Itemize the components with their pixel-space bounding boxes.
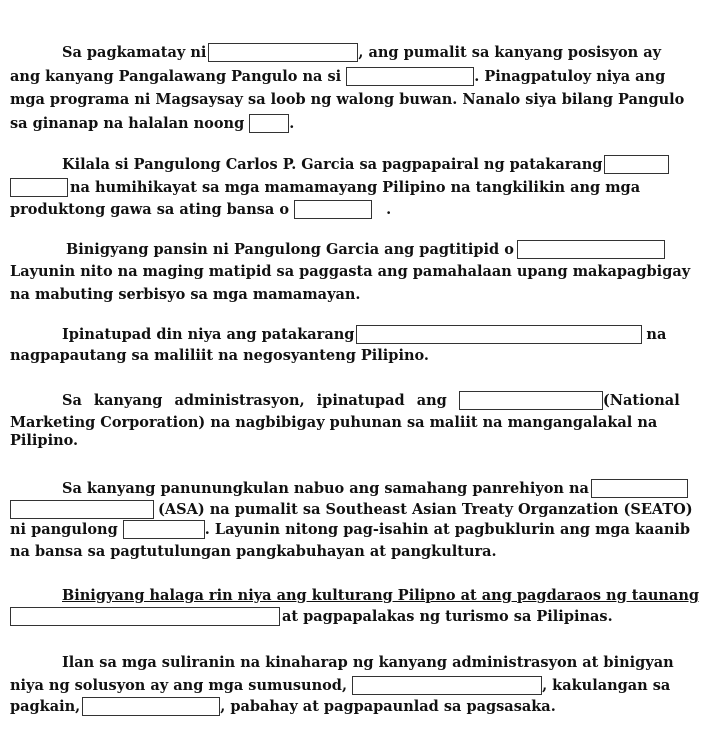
- blank-president-name[interactable]: [123, 520, 205, 539]
- p2-text: Kilala si Pangulong Carlos P. Garcia sa pagpapairal ng patakarang: [62, 156, 603, 173]
- p1-line4: [10, 114, 294, 132]
- p6-line3: [10, 520, 690, 538]
- p6-text: ni pangulong: [10, 521, 118, 538]
- blank-problem-two[interactable]: [82, 697, 220, 716]
- blank-regional-association-continued[interactable]: [10, 500, 154, 519]
- blank-problem-one[interactable]: [352, 676, 542, 695]
- p5-text: (National: [602, 392, 680, 409]
- p5-text: Pilipino.: [10, 432, 79, 449]
- p2-line3: [10, 200, 391, 218]
- p6-line2: [10, 500, 693, 518]
- p2-line1: [62, 155, 669, 173]
- p6-line4: [10, 543, 497, 561]
- p3-text: Layunin nito na maging matipid sa paggasta ang pamahalaan upang makapagbigay: [10, 263, 691, 280]
- p6-text: . Layunin nitong pag-isahin at pagbuklurin ang mga kaanib: [204, 521, 691, 538]
- p5-text: Marketing Corporation) na nagbibigay puhunan sa maliit na mangangalakal na: [10, 414, 658, 431]
- blank-vice-president-name[interactable]: [346, 67, 474, 86]
- blank-election-year[interactable]: [249, 114, 289, 133]
- p8-text: pagkain,: [10, 698, 81, 715]
- p3-text: Binigyang pansin ni Pangulong Garcia ang pagtitipid o: [66, 241, 514, 258]
- p8-text: , pabahay at pagpapaunlad sa pagsasaka.: [220, 698, 556, 715]
- p7-line1: [62, 587, 699, 605]
- blank-successor-name[interactable]: [208, 43, 358, 62]
- p6-text: (ASA) na pumalit sa Southeast Asian Treaty Organzation (SEATO): [158, 501, 693, 518]
- p5-line3: [10, 432, 78, 450]
- p1-text: .: [289, 115, 295, 132]
- p1-text: Sa pagkamatay ni: [62, 44, 207, 61]
- p6-line1: [62, 479, 688, 497]
- p8-line1: [62, 654, 674, 672]
- p1-text: , ang pumalit sa kanyang posisyon ay: [358, 44, 662, 61]
- p3-line2: [10, 263, 690, 281]
- blank-policy-name-continued[interactable]: [10, 178, 68, 197]
- p2-text: na humihikayat sa mga mamamayang Pilipino na tangkilikin ang mga: [70, 179, 641, 196]
- blank-lending-policy[interactable]: [356, 325, 642, 344]
- blank-filipino-first[interactable]: [294, 200, 372, 219]
- p8-text: , kakulangan sa: [542, 677, 671, 694]
- p2-text: produktong gawa sa ating bansa o: [10, 201, 290, 218]
- p2-line2: [10, 178, 640, 196]
- p2-text: .: [386, 201, 392, 218]
- p3-text: na mabuting serbisyo sa mga mamamayan.: [10, 286, 361, 303]
- blank-policy-name[interactable]: [604, 155, 669, 174]
- blank-annual-festival[interactable]: [10, 607, 280, 626]
- p1-text: . Pinagpatuloy niya ang: [474, 68, 666, 85]
- p3-line3: [10, 286, 360, 304]
- p5-line1: [62, 391, 680, 409]
- p8-text: niya ng solusyon ay ang mga sumusunod,: [10, 677, 347, 694]
- p1-line3: [10, 91, 684, 109]
- p5-text: Sa kanyang administrasyon, ipinatupad ang: [62, 392, 447, 409]
- blank-regional-association[interactable]: [591, 479, 688, 498]
- p4-text: na: [646, 326, 667, 343]
- p6-text: na bansa sa pagtutulungan pangkabuhayan at pangkultura.: [10, 543, 497, 560]
- p1-line1: [62, 43, 661, 61]
- p4-line1: [62, 325, 666, 343]
- p4-line2: [10, 347, 429, 365]
- p1-text: sa ginanap na halalan noong: [10, 115, 245, 132]
- p8-line2: [10, 676, 670, 694]
- p7-text: Binigyang halaga rin niya ang kulturang Pilipno at ang pagdaraos ng taunang: [62, 587, 700, 604]
- blank-namarco[interactable]: [459, 391, 603, 410]
- p6-text: Sa kanyang panunungkulan nabuo ang samahang panrehiyon na: [62, 480, 589, 497]
- p8-line3: [10, 697, 556, 715]
- p4-text: Ipinatupad din niya ang patakarang: [62, 326, 355, 343]
- p3-line1: [66, 240, 665, 258]
- blank-austerity-program[interactable]: [517, 240, 665, 259]
- p7-line2: [10, 607, 613, 625]
- p1-text: ang kanyang Pangalawang Pangulo na si: [10, 68, 342, 85]
- p1-line2: [10, 67, 665, 85]
- p7-text: at pagpapalakas ng turismo sa Pilipinas.: [282, 608, 613, 625]
- p5-line2: [10, 414, 657, 432]
- p8-text: Ilan sa mga suliranin na kinaharap ng kanyang administrasyon at binigyan: [62, 654, 674, 671]
- p4-text: nagpapautang sa maliliit na negosyanteng Pilipino.: [10, 347, 429, 364]
- p1-text: mga programa ni Magsaysay sa loob ng walong buwan. Nanalo siya bilang Pangulo: [10, 91, 685, 108]
